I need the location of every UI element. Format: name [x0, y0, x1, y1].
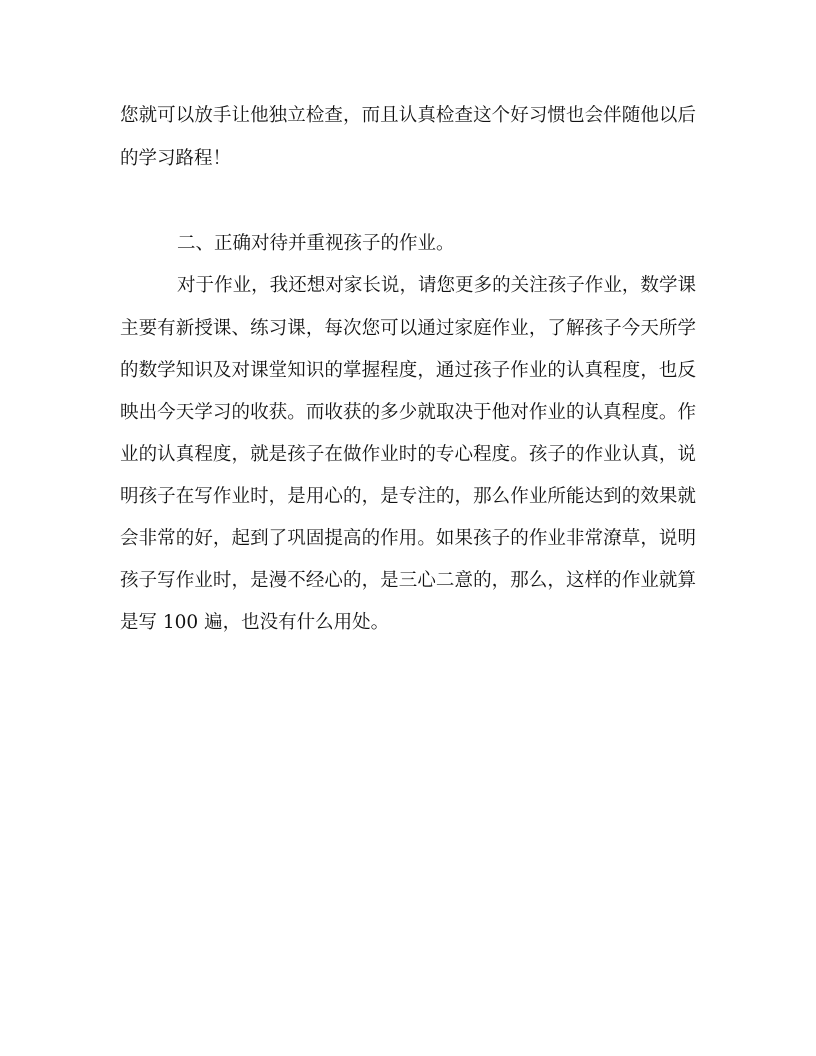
paragraph-line: 业的认真程度，就是孩子在做作业时的专心程度。孩子的作业认真，说 — [120, 444, 696, 465]
paragraph-line: 的学习路程！ — [120, 148, 232, 169]
paragraph-line: 会非常的好，起到了巩固提高的作用。如果孩子的作业非常潦草，说明 — [120, 528, 696, 549]
paragraph-line: 是写 100 遍，也没有什么用处。 — [120, 612, 390, 633]
paragraph-line: 明孩子在写作业时，是用心的，是专注的，那么作业所能达到的效果就 — [120, 486, 696, 507]
paragraph-line: 主要有新授课、练习课，每次您可以通过家庭作业，了解孩子今天所学 — [120, 318, 696, 339]
paragraph-line: 对于作业，我还想对家长说，请您更多的关注孩子作业，数学课 — [177, 275, 696, 296]
section-heading: 二、正确对待并重视孩子的作业。 — [177, 233, 455, 254]
paragraph-line: 孩子写作业时，是漫不经心的，是三心二意的，那么，这样的作业就算 — [120, 570, 696, 591]
paragraph-line: 您就可以放手让他独立检查，而且认真检查这个好习惯也会伴随他以后 — [120, 105, 696, 126]
paragraph-line: 映出今天学习的收获。而收获的多少就取决于他对作业的认真程度。作 — [120, 402, 696, 423]
paragraph-line: 的数学知识及对课堂知识的掌握程度，通过孩子作业的认真程度，也反 — [120, 360, 696, 381]
